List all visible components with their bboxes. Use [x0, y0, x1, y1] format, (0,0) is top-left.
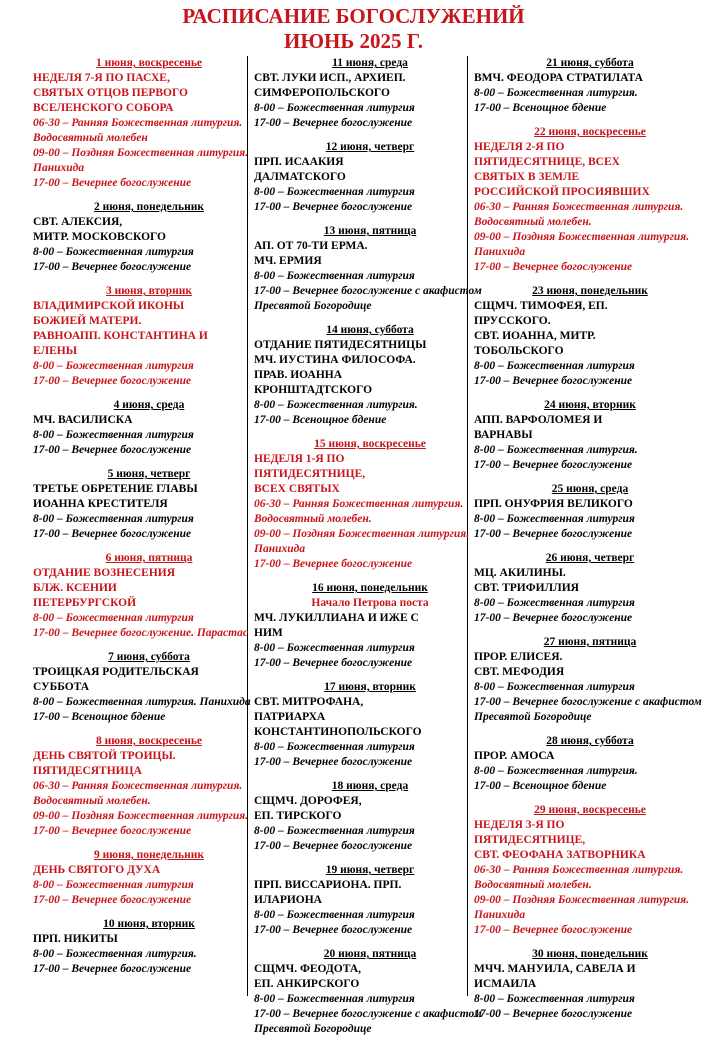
title-line-2: ИЮНЬ 2025 Г. — [284, 29, 423, 53]
day-date: 16 июня, понедельник — [312, 582, 428, 594]
day-date: 10 июня, вторник — [103, 918, 195, 930]
feast-name: ВЛАДИМИРСКОЙ ИКОНЫ — [33, 300, 185, 312]
feast-name: РОССИЙСКОЙ ПРОСИЯВШИХ — [474, 186, 650, 198]
feast-name: СВТ. АЛЕКСИЯ, — [33, 216, 123, 228]
feast-name: ПРАВ. ИОАННА — [254, 369, 343, 381]
feast-name: ПЯТИДЕСЯТНИЦЕ, — [474, 834, 586, 846]
title-line-1: РАСПИСАНИЕ БОГОСЛУЖЕНИЙ — [182, 4, 525, 28]
day-date: 7 июня, суббота — [108, 651, 190, 663]
feast-name: ДЕНЬ СВЯТОЙ ТРОИЦЫ. — [33, 750, 176, 762]
service-time: 17-00 – Вечернее богослужение — [254, 117, 413, 129]
service-time: 8-00 – Божественная литургия — [474, 993, 635, 1005]
day-date: 11 июня, среда — [332, 57, 408, 69]
service-time: 17-00 – Всенощное бдение — [254, 414, 387, 426]
feast-name: ИСМАИЛА — [474, 978, 537, 990]
service-time: 17-00 – Всенощное бдение — [474, 102, 607, 114]
day-entry — [33, 200, 265, 275]
feast-name: ВСЕХ СВЯТЫХ — [254, 483, 340, 495]
day-date: 20 июня, пятница — [323, 948, 417, 960]
feast-name: ДЕНЬ СВЯТОГО ДУХА — [33, 864, 161, 876]
service-time: 17-00 – Вечернее богослужение — [474, 924, 633, 936]
service-time: 8-00 – Божественная литургия — [254, 993, 415, 1005]
feast-name: МЧ. ЛУКИЛЛИАНА И ИЖЕ С — [254, 612, 419, 624]
feast-name: СЩМЧ. ФЕОДОТА, — [254, 963, 362, 975]
feast-name: ЕП. ТИРСКОГО — [254, 810, 342, 822]
feast-name: ВМЧ. ФЕОДОРА СТРАТИЛАТА — [474, 72, 643, 84]
service-time: 17-00 – Всенощное бдение — [474, 780, 607, 792]
service-time: 09-00 – Поздняя Божественная литургия. Панихида — [474, 894, 690, 921]
service-time: 17-00 – Вечернее богослужение — [474, 1008, 633, 1020]
day-entry — [254, 863, 486, 938]
service-time: 17-00 – Вечернее богослужение с акафистом Пресвятой Богородице — [254, 1008, 482, 1035]
service-time: 8-00 – Божественная литургия — [33, 612, 194, 624]
service-time: 17-00 – Вечернее богослужение — [33, 177, 192, 189]
service-time: 8-00 – Божественная литургия — [254, 825, 415, 837]
feast-name: НЕДЕЛЯ 1-Я ПО — [254, 453, 345, 465]
day-entry — [474, 734, 706, 794]
day-date: 26 июня, четверг — [545, 552, 635, 564]
feast-name: НИМ — [254, 627, 283, 639]
day-entry — [33, 734, 265, 839]
service-time: 8-00 – Божественная литургия — [474, 513, 635, 525]
service-time: 8-00 – Божественная литургия — [474, 597, 635, 609]
service-time: 17-00 – Вечернее богослужение — [254, 201, 413, 213]
service-time: 17-00 – Вечернее богослужение — [474, 612, 633, 624]
service-time: 8-00 – Божественная литургия. — [474, 444, 638, 456]
day-date: 30 июня, понедельник — [532, 948, 648, 960]
feast-name: ПРОР. АМОСА — [474, 750, 555, 762]
day-entry — [33, 551, 265, 641]
feast-name: КРОНШТАДТСКОГО — [254, 384, 373, 396]
feast-name: ПЕТЕРБУРГСКОЙ — [33, 597, 137, 609]
service-time: 17-00 – Вечернее богослужение — [33, 825, 192, 837]
day-date: 28 июня, суббота — [546, 735, 634, 747]
day-date: 18 июня, среда — [331, 780, 409, 792]
feast-name: СВТ. ЛУКИ ИСП., АРХИЕП. — [254, 72, 406, 84]
day-date: 19 июня, четверг — [325, 864, 415, 876]
day-entry — [254, 581, 486, 671]
day-date: 13 июня, пятница — [323, 225, 417, 237]
service-time: 17-00 – Вечернее богослужение — [33, 963, 192, 975]
feast-name: МЧЧ. МАНУИЛА, САВЕЛА И — [474, 963, 636, 975]
feast-name: МЦ. АКИЛИНЫ. — [474, 567, 566, 579]
day-entry — [474, 398, 706, 473]
service-time: 8-00 – Божественная литургия — [33, 513, 194, 525]
service-time: 8-00 – Божественная литургия — [254, 642, 415, 654]
day-date: 15 июня, воскресенье — [314, 438, 426, 450]
day-entry — [254, 56, 486, 131]
feast-name: МЧ. ЕРМИЯ — [254, 255, 322, 267]
day-entry — [474, 803, 706, 938]
service-time: 06-30 – Ранняя Божественная литургия. Водосвятный молебен. — [474, 864, 684, 891]
day-entry — [474, 125, 706, 275]
day-entry — [474, 947, 706, 1022]
schedule-column-3 — [474, 56, 706, 1031]
feast-name: ПЯТИДЕСЯТНИЦА — [33, 765, 142, 777]
day-date: 23 июня, понедельник — [532, 285, 648, 297]
day-date: 8 июня, воскресенье — [95, 735, 203, 747]
feast-name: МЧ. ИУСТИНА ФИЛОСОФА. — [254, 354, 416, 366]
service-time: 17-00 – Вечернее богослужение с акафистом Пресвятой Богородице — [474, 696, 702, 723]
day-entry — [254, 779, 486, 854]
service-time: 17-00 – Вечернее богослужение — [474, 459, 633, 471]
feast-name: ПРП. ИСААКИЯ — [254, 156, 344, 168]
feast-name: БОЖИЕЙ МАТЕРИ. — [33, 315, 142, 327]
feast-name: ТРОИЦКАЯ РОДИТЕЛЬСКАЯ — [33, 666, 199, 678]
day-entry — [33, 848, 265, 908]
feast-name: СВТ. ИОАННА, МИТР. — [474, 330, 596, 342]
feast-name: СИМФЕРОПОЛЬСКОГО — [254, 87, 390, 99]
feast-name: ДАЛМАТСКОГО — [254, 171, 346, 183]
feast-name: СЩМЧ. ТИМОФЕЯ, ЕП. — [474, 300, 608, 312]
service-time: 06-30 – Ранняя Божественная литургия. Водосвятный молебен. — [474, 201, 684, 228]
feast-name: СЩМЧ. ДОРОФЕЯ, — [254, 795, 362, 807]
service-time: 8-00 – Божественная литургия. — [254, 399, 418, 411]
service-time: 09-00 – Поздняя Божественная литургия. Панихида — [254, 528, 470, 555]
day-entry — [474, 56, 706, 116]
day-entry — [254, 224, 486, 314]
day-date: 12 июня, четверг — [325, 141, 415, 153]
feast-name: НЕДЕЛЯ 7-Я ПО ПАСХЕ, — [33, 72, 170, 84]
feast-name: ИЛАРИОНА — [254, 894, 322, 906]
feast-name: СВТ. МЕФОДИЯ — [474, 666, 565, 678]
feast-name: ТОБОЛЬСКОГО — [474, 345, 564, 357]
service-time: 09-00 – Поздняя Божественная литургия. — [33, 810, 249, 822]
day-date: 6 июня, пятница — [105, 552, 193, 564]
service-time: 8-00 – Божественная литургия. — [33, 948, 197, 960]
service-time: 8-00 – Божественная литургия — [33, 360, 194, 372]
day-note: Начало Петрова поста — [311, 597, 429, 609]
service-time: 17-00 – Вечернее богослужение — [33, 375, 192, 387]
day-entry — [33, 467, 265, 542]
service-time: 17-00 – Вечернее богослужение — [254, 840, 413, 852]
day-date: 25 июня, среда — [551, 483, 629, 495]
feast-name: ПЯТИДЕСЯТНИЦЕ, — [254, 468, 366, 480]
feast-name: МИТР. МОСКОВСКОГО — [33, 231, 166, 243]
day-entry — [254, 437, 486, 572]
service-time: 17-00 – Вечернее богослужение. Парастас — [33, 627, 248, 639]
feast-name: БЛЖ. КСЕНИИ — [33, 582, 117, 594]
day-entry — [474, 635, 706, 725]
day-date: 24 июня, вторник — [544, 399, 636, 411]
day-date: 9 июня, понедельник — [94, 849, 204, 861]
service-time: 8-00 – Божественная литургия. — [474, 765, 638, 777]
service-time: 09-00 – Поздняя Божественная литургия. Панихида — [474, 231, 690, 258]
day-date: 29 июня, воскресенье — [534, 804, 646, 816]
service-time: 17-00 – Вечернее богослужение — [474, 261, 633, 273]
day-date: 1 июня, воскресенье — [95, 57, 203, 69]
day-date: 21 июня, суббота — [546, 57, 634, 69]
service-time: 17-00 – Вечернее богослужение — [33, 528, 192, 540]
day-date: 3 июня, вторник — [105, 285, 193, 297]
feast-name: ЕП. АНКИРСКОГО — [254, 978, 360, 990]
feast-name: АП. ОТ 70-ТИ ЕРМА. — [254, 240, 368, 252]
feast-name: МЧ. ВАСИЛИСКА — [33, 414, 133, 426]
feast-name: СВЯТЫХ В ЗЕМЛЕ — [474, 171, 580, 183]
feast-name: ПРП. ОНУФРИЯ ВЕЛИКОГО — [474, 498, 633, 510]
service-time: 17-00 – Вечернее богослужение — [33, 894, 192, 906]
feast-name: ПРУССКОГО. — [474, 315, 551, 327]
day-date: 5 июня, четверг — [107, 468, 191, 480]
feast-name: ПАТРИАРХА — [254, 711, 326, 723]
service-time: 8-00 – Божественная литургия — [33, 879, 194, 891]
day-date: 2 июня, понедельник — [94, 201, 204, 213]
service-time: 06-30 – Ранняя Божественная литургия. Водосвятный молебен. — [254, 498, 464, 525]
day-entry — [474, 482, 706, 542]
schedule-column-2 — [254, 56, 486, 1046]
service-time: 8-00 – Божественная литургия — [474, 681, 635, 693]
day-entry — [33, 917, 265, 977]
service-time: 8-00 – Божественная литургия — [33, 246, 194, 258]
page-title — [0, 4, 707, 54]
service-time: 8-00 – Божественная литургия — [254, 102, 415, 114]
feast-name: ПЯТИДЕСЯТНИЦЕ, ВСЕХ — [474, 156, 620, 168]
service-time: 17-00 – Вечернее богослужение — [33, 261, 192, 273]
feast-name: СВТ. МИТРОФАНА, — [254, 696, 364, 708]
feast-name: ИОАННА КРЕСТИТЕЛЯ — [33, 498, 168, 510]
service-time: 17-00 – Вечернее богослужение — [474, 375, 633, 387]
feast-name: РАВНОАПП. КОНСТАНТИНА И — [33, 330, 208, 342]
service-time: 17-00 – Вечернее богослужение — [254, 657, 413, 669]
service-time: 8-00 – Божественная литургия. — [474, 87, 638, 99]
service-time: 06-30 – Ранняя Божественная литургия. Водосвятный молебен — [33, 117, 243, 144]
feast-name: ВСЕЛЕНСКОГО СОБОРА — [33, 102, 174, 114]
feast-name: АПП. ВАРФОЛОМЕЯ И — [474, 414, 603, 426]
day-date: 14 июня, суббота — [326, 324, 414, 336]
day-entry — [474, 551, 706, 626]
service-time: 17-00 – Вечернее богослужение — [254, 756, 413, 768]
day-entry — [474, 284, 706, 389]
feast-name: ПРП. ВИССАРИОНА. ПРП. — [254, 879, 402, 891]
feast-name: СВТ. ТРИФИЛЛИЯ — [474, 582, 579, 594]
day-entry — [33, 284, 265, 389]
day-date: 22 июня, воскресенье — [534, 126, 646, 138]
service-time: 8-00 – Божественная литургия — [254, 741, 415, 753]
feast-name: СВЯТЫХ ОТЦОВ ПЕРВОГО — [33, 87, 188, 99]
feast-name: ЕЛЕНЫ — [33, 345, 77, 357]
service-time: 8-00 – Божественная литургия — [474, 360, 635, 372]
service-time: 8-00 – Божественная литургия — [254, 186, 415, 198]
service-time: 17-00 – Вечернее богослужение — [254, 924, 413, 936]
service-time: 8-00 – Божественная литургия. Панихида — [33, 696, 251, 708]
day-entry — [254, 947, 486, 1037]
feast-name: СУББОТА — [33, 681, 90, 693]
day-entry — [254, 680, 486, 770]
service-time: 17-00 – Вечернее богослужение — [254, 558, 413, 570]
feast-name: ОТДАНИЕ ВОЗНЕСЕНИЯ — [33, 567, 176, 579]
feast-name: ПРОР. ЕЛИСЕЯ. — [474, 651, 563, 663]
feast-name: НЕДЕЛЯ 2-Я ПО — [474, 141, 565, 153]
service-time: 8-00 – Божественная литургия — [254, 270, 415, 282]
feast-name: ПРП. НИКИТЫ — [33, 933, 118, 945]
day-entry — [33, 650, 265, 725]
feast-name: ОТДАНИЕ ПЯТИДЕСЯТНИЦЫ — [254, 339, 427, 351]
day-entry — [254, 140, 486, 215]
service-time: 8-00 – Божественная литургия — [254, 909, 415, 921]
day-entry — [33, 56, 265, 191]
service-time: 17-00 – Всенощное бдение — [33, 711, 166, 723]
day-entry — [33, 398, 265, 458]
feast-name: ВАРНАВЫ — [474, 429, 533, 441]
day-entry — [254, 323, 486, 428]
feast-name: НЕДЕЛЯ 3-Я ПО — [474, 819, 565, 831]
feast-name: ТРЕТЬЕ ОБРЕТЕНИЕ ГЛАВЫ — [33, 483, 198, 495]
day-date: 17 июня, вторник — [324, 681, 416, 693]
service-time: 17-00 – Вечернее богослужение — [474, 528, 633, 540]
day-date: 4 июня, среда — [113, 399, 185, 411]
day-date: 27 июня, пятница — [543, 636, 637, 648]
service-time: 8-00 – Божественная литургия — [33, 429, 194, 441]
feast-name: СВТ. ФЕОФАНА ЗАТВОРНИКА — [474, 849, 646, 861]
service-time: 17-00 – Вечернее богослужение — [33, 444, 192, 456]
service-time: 09-00 – Поздняя Божественная литургия. Панихида — [33, 147, 249, 174]
service-time: 06-30 – Ранняя Божественная литургия. Водосвятный молебен. — [33, 780, 243, 807]
schedule-column-1 — [33, 56, 265, 986]
service-time: 17-00 – Вечернее богослужение с акафистом Пресвятой Богородице — [254, 285, 482, 312]
feast-name: КОНСТАНТИНОПОЛЬСКОГО — [254, 726, 422, 738]
